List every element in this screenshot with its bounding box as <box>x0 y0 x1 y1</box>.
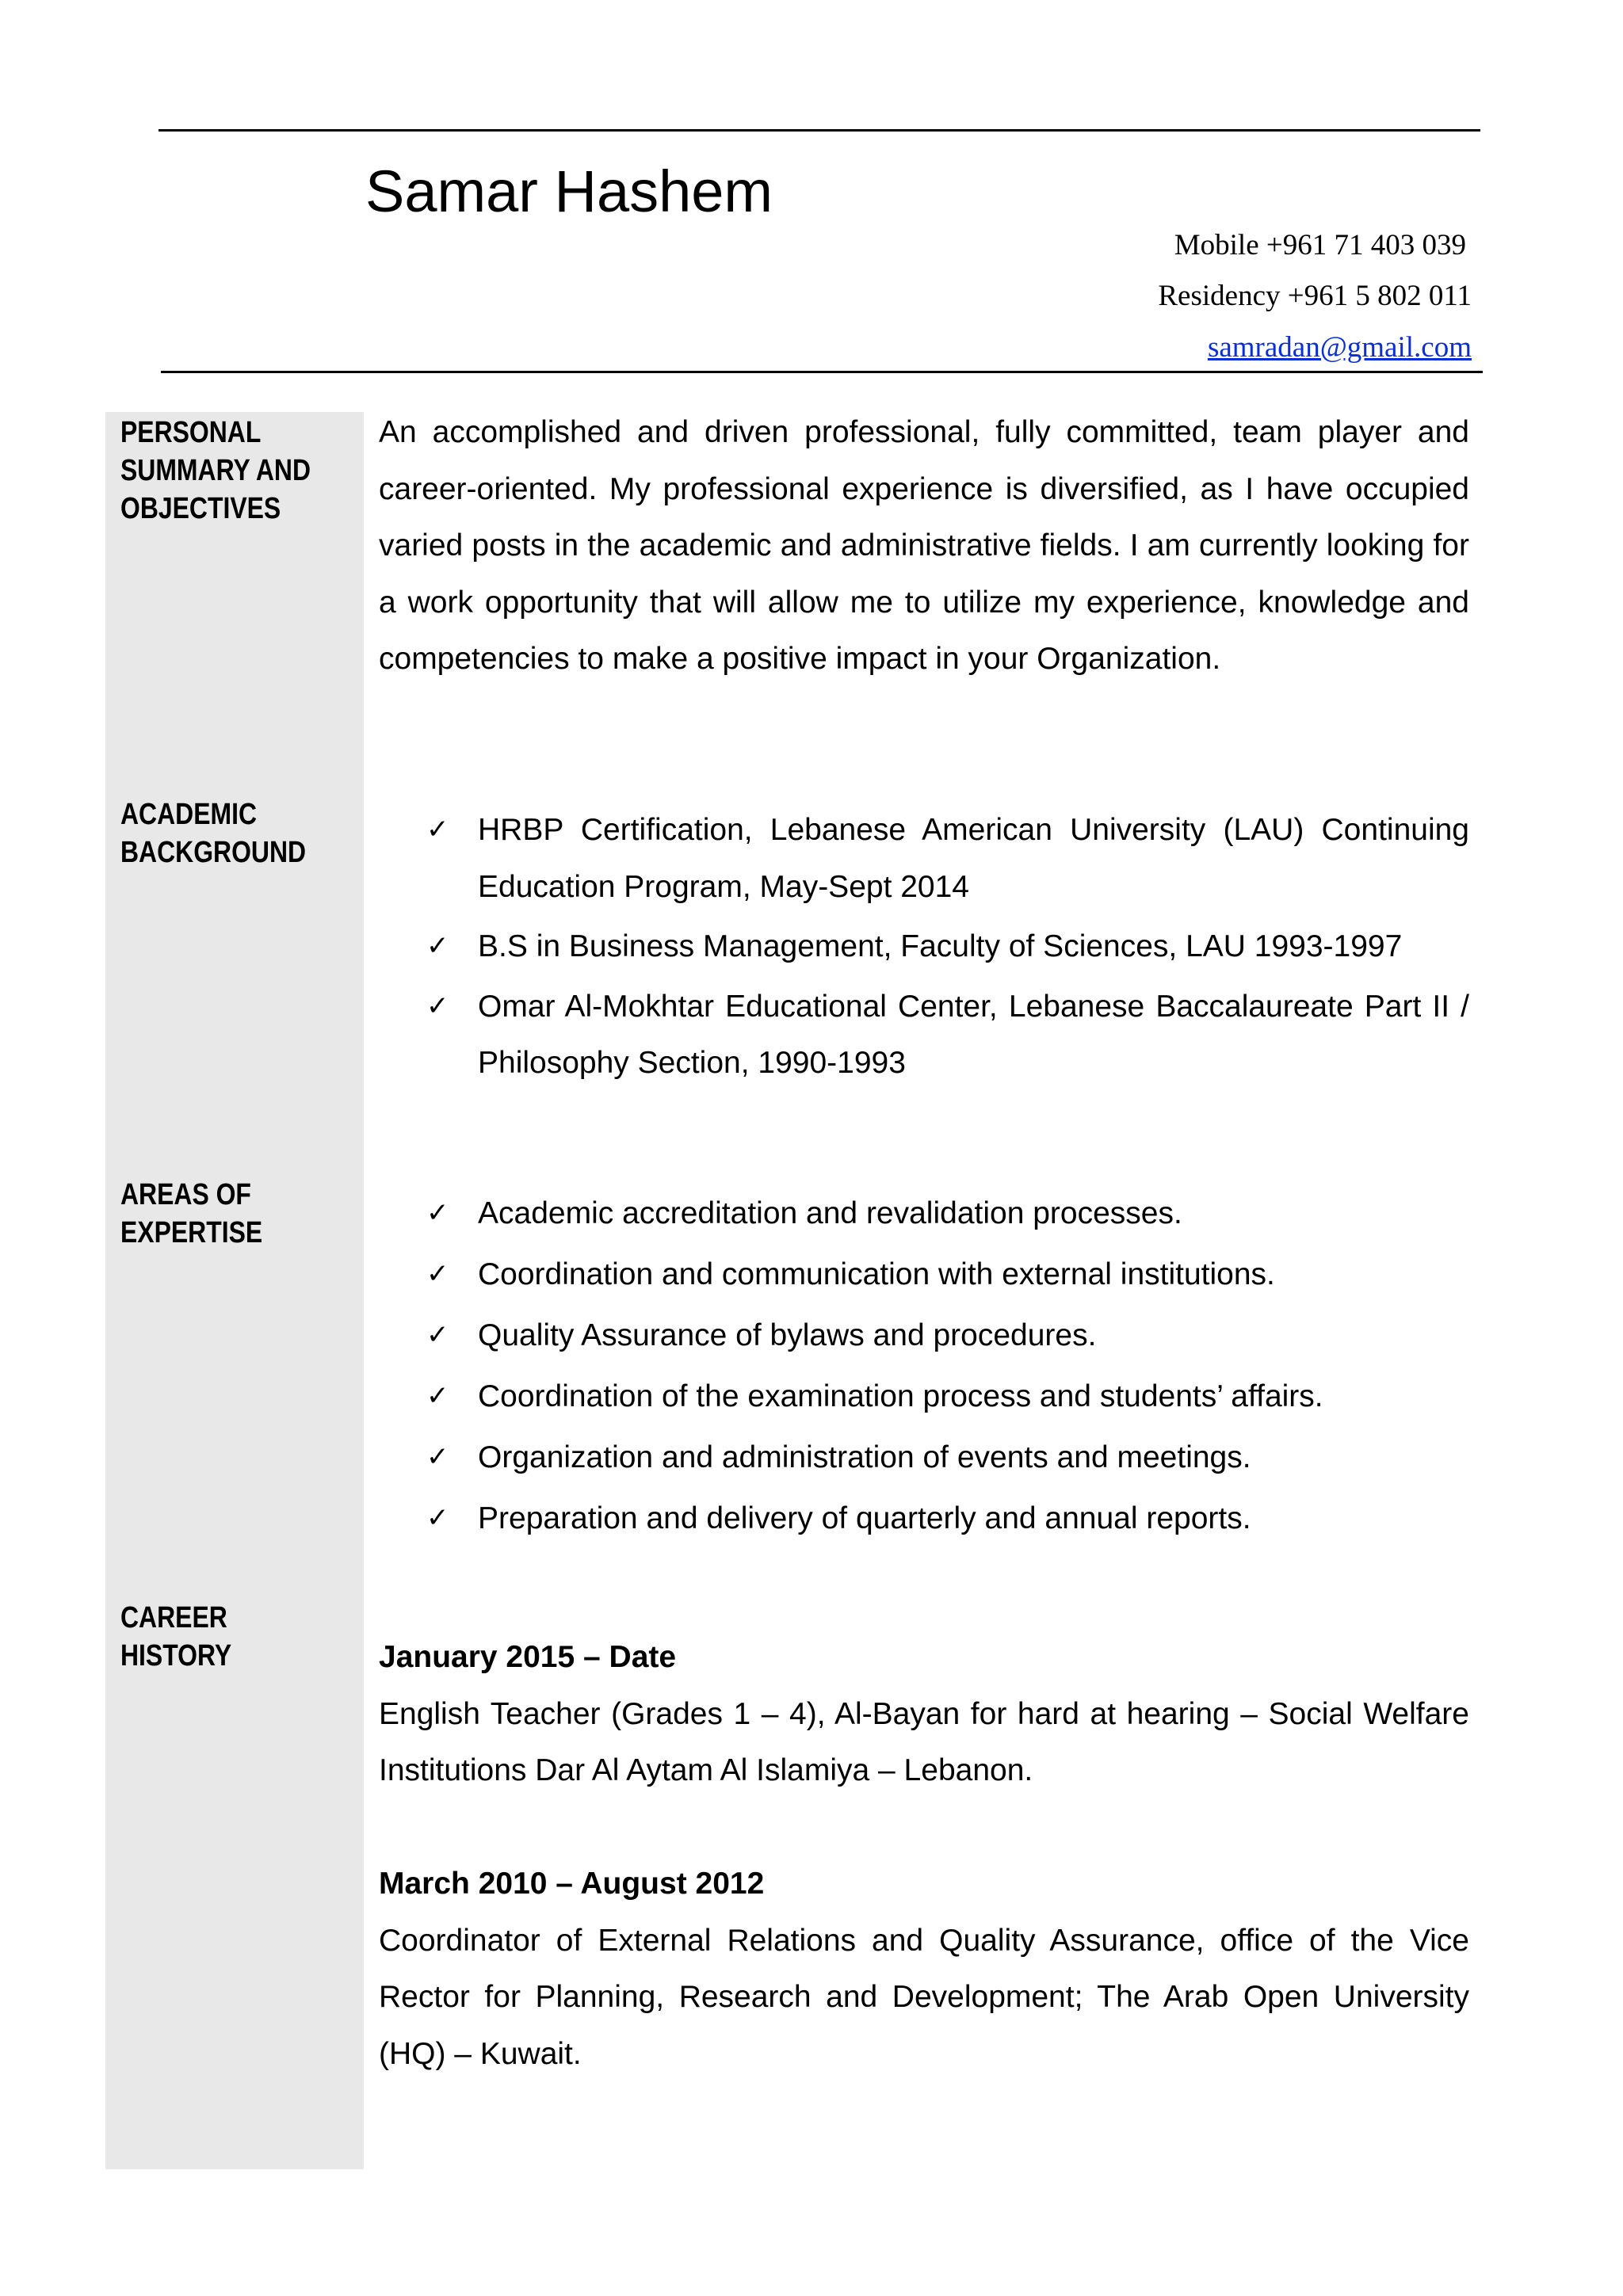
job-date: January 2015 – Date <box>379 1640 677 1674</box>
section-sidebar <box>105 412 364 2169</box>
contact-mobile: Mobile +961 71 403 039 <box>1174 229 1466 261</box>
list-item <box>426 1305 1469 1366</box>
career-entry <box>379 1855 1469 2082</box>
list-item <box>426 1244 1469 1305</box>
checkmark-icon: ✓ <box>426 1502 449 1534</box>
checkmark-icon: ✓ <box>426 930 449 962</box>
section-heading-academic <box>120 795 320 871</box>
list-item-text: Organization and administration of events and meetings. <box>478 1440 1251 1474</box>
heading-line: ACADEMIC <box>120 798 258 831</box>
academic-list <box>426 802 1469 1095</box>
heading-line: HISTORY <box>120 1639 232 1672</box>
heading-line: EXPERTISE <box>120 1216 263 1249</box>
email-link[interactable]: samradan@gmail.com <box>1207 331 1472 364</box>
list-item-text: Preparation and delivery of quarterly and annual reports. <box>478 1501 1251 1535</box>
list-item-text: Omar Al-Mokhtar Educational Center, Lebanese Baccalaureate Part II / Philosophy Section, 1990-1993 <box>478 989 1469 1080</box>
list-item <box>426 802 1469 915</box>
heading-line: SUMMARY AND <box>120 454 311 487</box>
checkmark-icon: ✓ <box>426 1380 449 1412</box>
expertise-list <box>426 1183 1469 1549</box>
section-heading-career <box>120 1599 320 1675</box>
list-item-text: HRBP Certification, Lebanese American University (LAU) Continuing Education Program, May-Sept 2014 <box>478 813 1469 904</box>
job-description: English Teacher (Grades 1 – 4), Al-Bayan for hard at hearing – Social Welfare Institutions Dar Al Aytam Al Islamiya – Lebanon. <box>379 1696 1469 1787</box>
list-item <box>426 1427 1469 1488</box>
list-item <box>426 1366 1469 1427</box>
checkmark-icon: ✓ <box>426 1197 449 1229</box>
job-description: Coordinator of External Relations and Quality Assurance, office of the Vice Rector for Planning, Research and Development; The Arab Open University (HQ) – Kuwait. <box>379 1923 1469 2071</box>
candidate-name: Samar Hashem <box>365 158 773 224</box>
section-heading-expertise <box>120 1176 320 1252</box>
list-item-text: B.S in Business Management, Faculty of Sciences, LAU 1993-1997 <box>478 929 1403 963</box>
checkmark-icon: ✓ <box>426 1441 449 1473</box>
career-entry <box>379 1629 1469 1799</box>
job-date: March 2010 – August 2012 <box>379 1867 765 1901</box>
list-item <box>426 978 1469 1092</box>
section-heading-summary <box>120 414 320 528</box>
header-bottom-rule <box>161 371 1483 373</box>
list-item-text: Academic accreditation and revalidation processes. <box>478 1196 1182 1230</box>
list-item <box>426 1488 1469 1549</box>
heading-line: BACKGROUND <box>120 836 307 869</box>
summary-paragraph: An accomplished and driven professional, fully committed, team player and career-oriented. My professional experience is diversified, as I have occupied varied posts in the academic and administrative fields. I am currently looking for a work opportunity that will allow me to utilize my experience, knowledge and competencies to make a positive impact in your Organization. <box>379 415 1469 676</box>
checkmark-icon: ✓ <box>426 814 449 845</box>
heading-line: OBJECTIVES <box>120 492 281 525</box>
checkmark-icon: ✓ <box>426 990 449 1022</box>
heading-line: CAREER <box>120 1601 227 1634</box>
checkmark-icon: ✓ <box>426 1319 449 1351</box>
list-item-text: Coordination of the examination process and students’ affairs. <box>478 1379 1323 1413</box>
contact-residency: Residency +961 5 802 011 <box>1158 280 1472 312</box>
checkmark-icon: ✓ <box>426 1258 449 1290</box>
list-item-text: Quality Assurance of bylaws and procedures. <box>478 1318 1097 1352</box>
list-item <box>426 1183 1469 1244</box>
header-top-rule <box>158 129 1480 132</box>
list-item <box>426 918 1469 975</box>
list-item-text: Coordination and communication with external institutions. <box>478 1257 1275 1291</box>
heading-line: AREAS OF <box>120 1178 251 1211</box>
heading-line: PERSONAL <box>120 416 262 449</box>
